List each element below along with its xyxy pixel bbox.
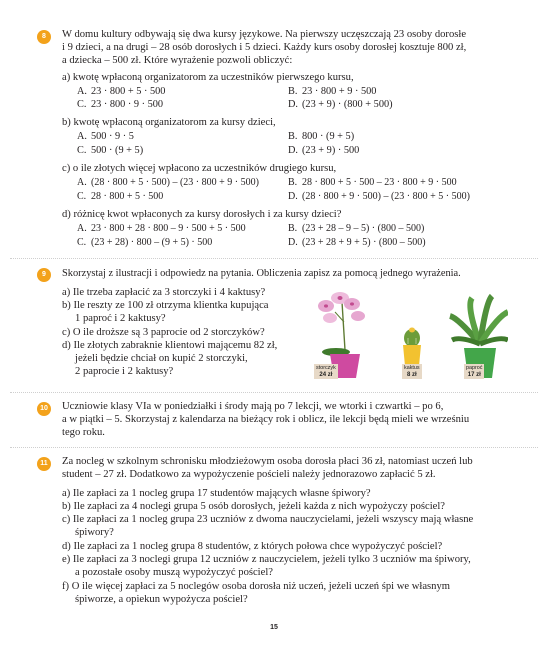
task-8b-option-a: A. 500 · 9 · 5 <box>77 131 134 142</box>
task-8d-question: d) różnicę kwot wpłaconych za kursy dorosłych i za kursy dzieci? <box>62 209 342 220</box>
task-11b-question: b) Ile zapłaci za 4 noclegi grupa 5 osób dorosłych, jeżeli każda z nich wypożyczy pościel? <box>62 501 445 512</box>
task-11f-question-cont: śpiworze, a opiekun wypożycza pościel? <box>75 594 248 605</box>
fern-name: paproć <box>466 365 483 371</box>
task-11f-question: f) O ile więcej zapłaci za 5 noclegów osoba dorosła niż uczeń, jeżeli uczeń śpi we własnym <box>62 581 450 592</box>
cactus-icon <box>403 328 421 367</box>
task-8-number-badge: 8 <box>37 30 51 44</box>
task-8a-option-d: D. (23 + 9) · (800 + 500) <box>288 99 393 110</box>
task-8-intro-line-1: W domu kultury odbywają się dwa kursy językowe. Na pierwszy uczęszczają 23 osoby dorosłe <box>62 29 467 40</box>
task-11-intro-line-1: Za nocleg w szkolnym schronisku młodzieżowym osoba dorosła płaci 36 zł, natomiast uczeń lub <box>62 456 473 467</box>
divider <box>10 447 538 448</box>
task-8d-option-d: D. (23 + 28 + 9 + 5) · (800 – 500) <box>288 237 426 248</box>
task-9-intro: Skorzystaj z ilustracji i odpowiedz na pytania. Obliczenia zapisz za pomocą jednego wyrażenia. <box>62 268 461 279</box>
divider <box>10 392 538 393</box>
orchid-name: storczyk <box>316 365 336 371</box>
task-9b-question-cont: 1 paproć i 2 kaktusy? <box>75 313 166 324</box>
task-8-intro-line-3: a dziecka – 500 zł. Które wyrażenie pozwoli obliczyć: <box>62 55 293 66</box>
task-11e-question: e) Ile zapłaci za 3 noclegi grupa 12 uczniów z nauczycielem, jeżeli tylko 3 uczniów ma śpiwory, <box>62 554 471 565</box>
fern-price: 17 zł <box>467 371 481 378</box>
task-10-line-2: a w piątki – 5. Skorzystaj z kalendarza na bieżący rok i oblicz, ile lekcji będą mieli we wrześniu <box>62 414 470 425</box>
task-8c-option-a: A. (28 · 800 + 5 · 500) – (23 · 800 + 9 · 500) <box>77 177 259 188</box>
task-8c-option-b: B. 28 · 800 + 5 · 500 – 23 · 800 + 9 · 500 <box>288 177 457 188</box>
task-8d-option-a: A. 23 · 800 + 28 · 800 – 9 · 500 + 5 · 500 <box>77 223 246 234</box>
task-11c-question-cont: śpiwory? <box>75 527 114 538</box>
cactus-price: 8 zł <box>406 371 417 378</box>
task-8a-option-a: A. 23 · 800 + 5 · 500 <box>77 86 166 97</box>
task-9d-question: d) Ile złotych zabraknie klientowi mającemu 82 zł, <box>62 340 278 351</box>
task-8d-option-b: B. (23 + 28 – 9 – 5) · (800 – 500) <box>288 223 425 234</box>
task-10-line-3: tego roku. <box>62 427 105 438</box>
divider <box>10 258 538 259</box>
task-9d-question-cont-1: jeżeli będzie chciał on kupić 2 storczyki, <box>75 353 248 364</box>
page-number: 15 <box>270 624 278 631</box>
cactus-name: kaktus <box>404 365 420 371</box>
fern-price-tag <box>464 364 484 379</box>
task-9-number-badge: 9 <box>37 268 51 282</box>
task-8d-option-c: C. (23 + 28) · 800 – (9 + 5) · 500 <box>77 237 213 248</box>
task-8c-option-c: C. 28 · 800 + 5 · 500 <box>77 191 164 202</box>
task-8a-option-c: C. 23 · 800 · 9 · 500 <box>77 99 164 110</box>
task-8a-question: a) kwotę wpłaconą organizatorom za uczestników pierwszego kursu, <box>62 72 354 83</box>
task-11c-question: c) Ile zapłaci za 1 nocleg grupa 23 uczniów z dwoma nauczycielami, jeżeli wszyscy mają własne <box>62 514 474 525</box>
task-9a-question: a) Ile trzeba zapłacić za 3 storczyki i 4 kaktusy? <box>62 287 266 298</box>
task-8a-option-b: B. 23 · 800 + 9 · 500 <box>288 86 377 97</box>
cactus-price-tag <box>402 364 422 379</box>
task-8-intro-line-2: i 9 dzieci, a na drugi – 28 osób dorosłych i 5 dzieci. Każdy kurs osoby dorosłej kosztuje 800 zł, <box>62 42 467 53</box>
task-10-line-1: Uczniowie klasy VIa w poniedziałki i środy mają po 7 lekcji, we wtorki i czwartki – po 6, <box>62 401 444 412</box>
task-9d-question-cont-2: 2 paprocie i 2 kaktusy? <box>75 366 174 377</box>
task-11e-question-cont: a pozostałe osoby muszą wypożyczyć pościel? <box>75 567 273 578</box>
task-8b-question: b) kwotę wpłaconą organizatorom za kursy dzieci, <box>62 117 276 128</box>
task-9c-question: c) O ile droższe są 3 paprocie od 2 storczyków? <box>62 327 265 338</box>
task-8c-option-d: D. (28 · 800 + 9 · 500) – (23 · 800 + 5 · 500) <box>288 191 470 202</box>
orchid-price-tag <box>314 364 338 379</box>
task-11-number-badge: 11 <box>37 457 51 471</box>
orchid-price: 24 zł <box>319 371 333 378</box>
task-8b-option-d: D. (23 + 9) · 500 <box>288 145 360 156</box>
task-8c-question: c) o ile złotych więcej wpłacono za uczestników drugiego kursu, <box>62 163 337 174</box>
task-8b-option-c: C. 500 · (9 + 5) <box>77 145 144 156</box>
task-11a-question: a) Ile zapłaci za 1 nocleg grupa 17 studentów mających własne śpiwory? <box>62 488 371 499</box>
task-11-intro-line-2: student – 27 zł. Dodatkowo za wypożyczenie pościeli należy jednorazowo zapłacić 5 zł. <box>62 469 436 480</box>
task-8b-option-b: B. 800 · (9 + 5) <box>288 131 355 142</box>
task-10-number-badge: 10 <box>37 402 51 416</box>
task-9b-question: b) Ile reszty ze 100 zł otrzyma klientka kupująca <box>62 300 269 311</box>
task-11d-question: d) Ile zapłaci za 1 nocleg grupa 8 studentów, z których połowa chce wypożyczyć pościel? <box>62 541 443 552</box>
